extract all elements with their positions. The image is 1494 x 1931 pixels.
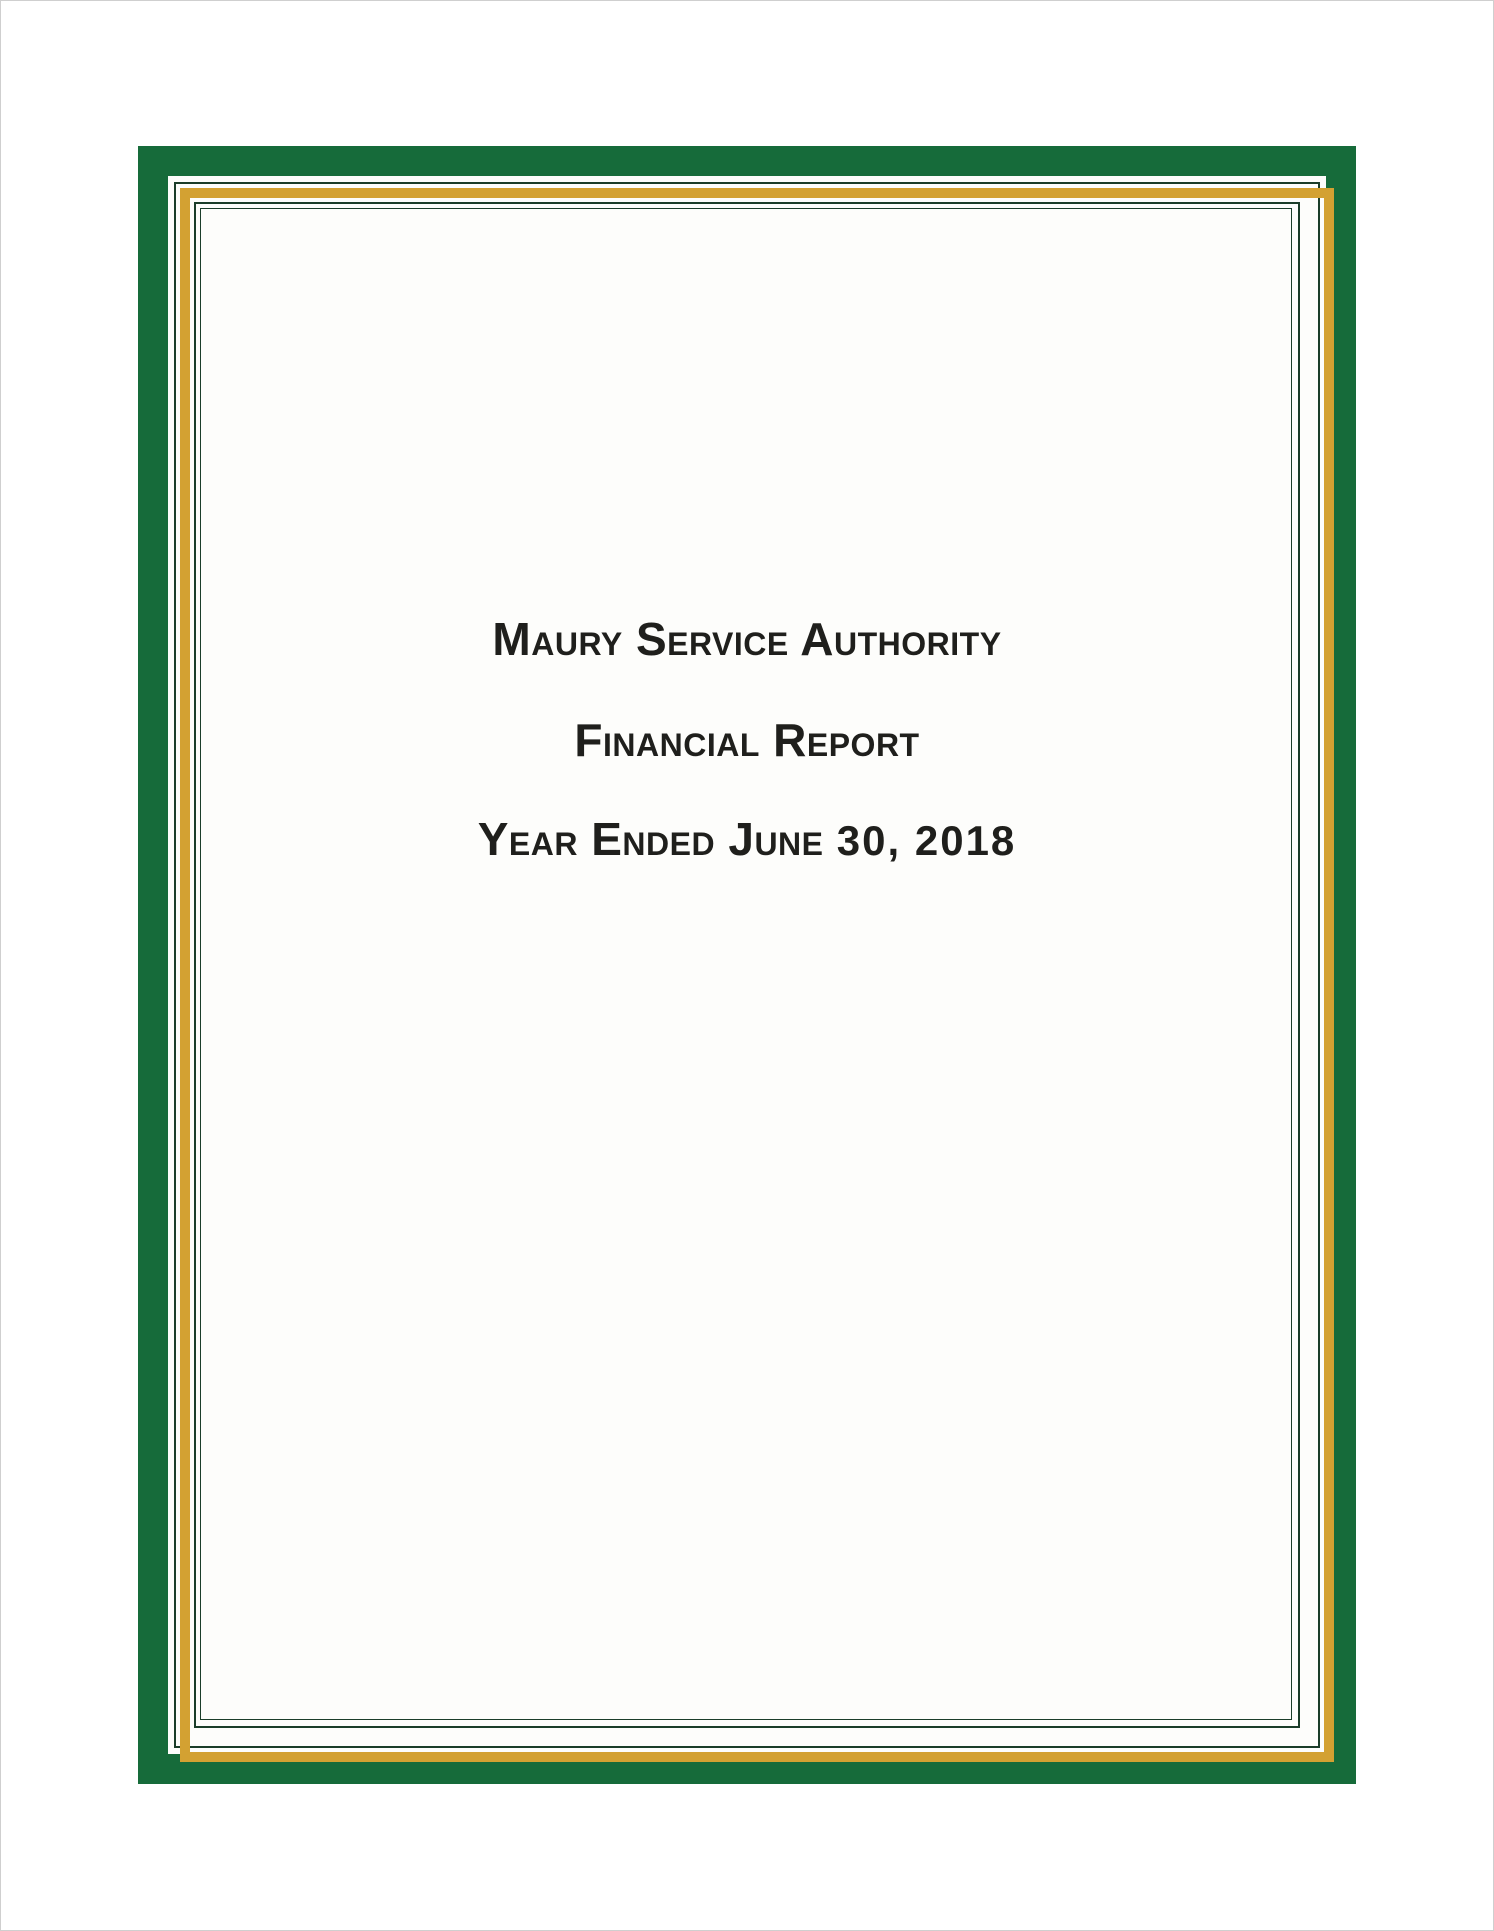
report-period-prefix: Year Ended June (477, 813, 824, 865)
report-title: Financial Report (574, 714, 920, 766)
organization-name: Maury Service Authority (492, 613, 1002, 665)
report-period (200, 812, 1294, 866)
report-period-date: 30, 2018 (836, 817, 1017, 864)
content-panel (200, 208, 1292, 1720)
